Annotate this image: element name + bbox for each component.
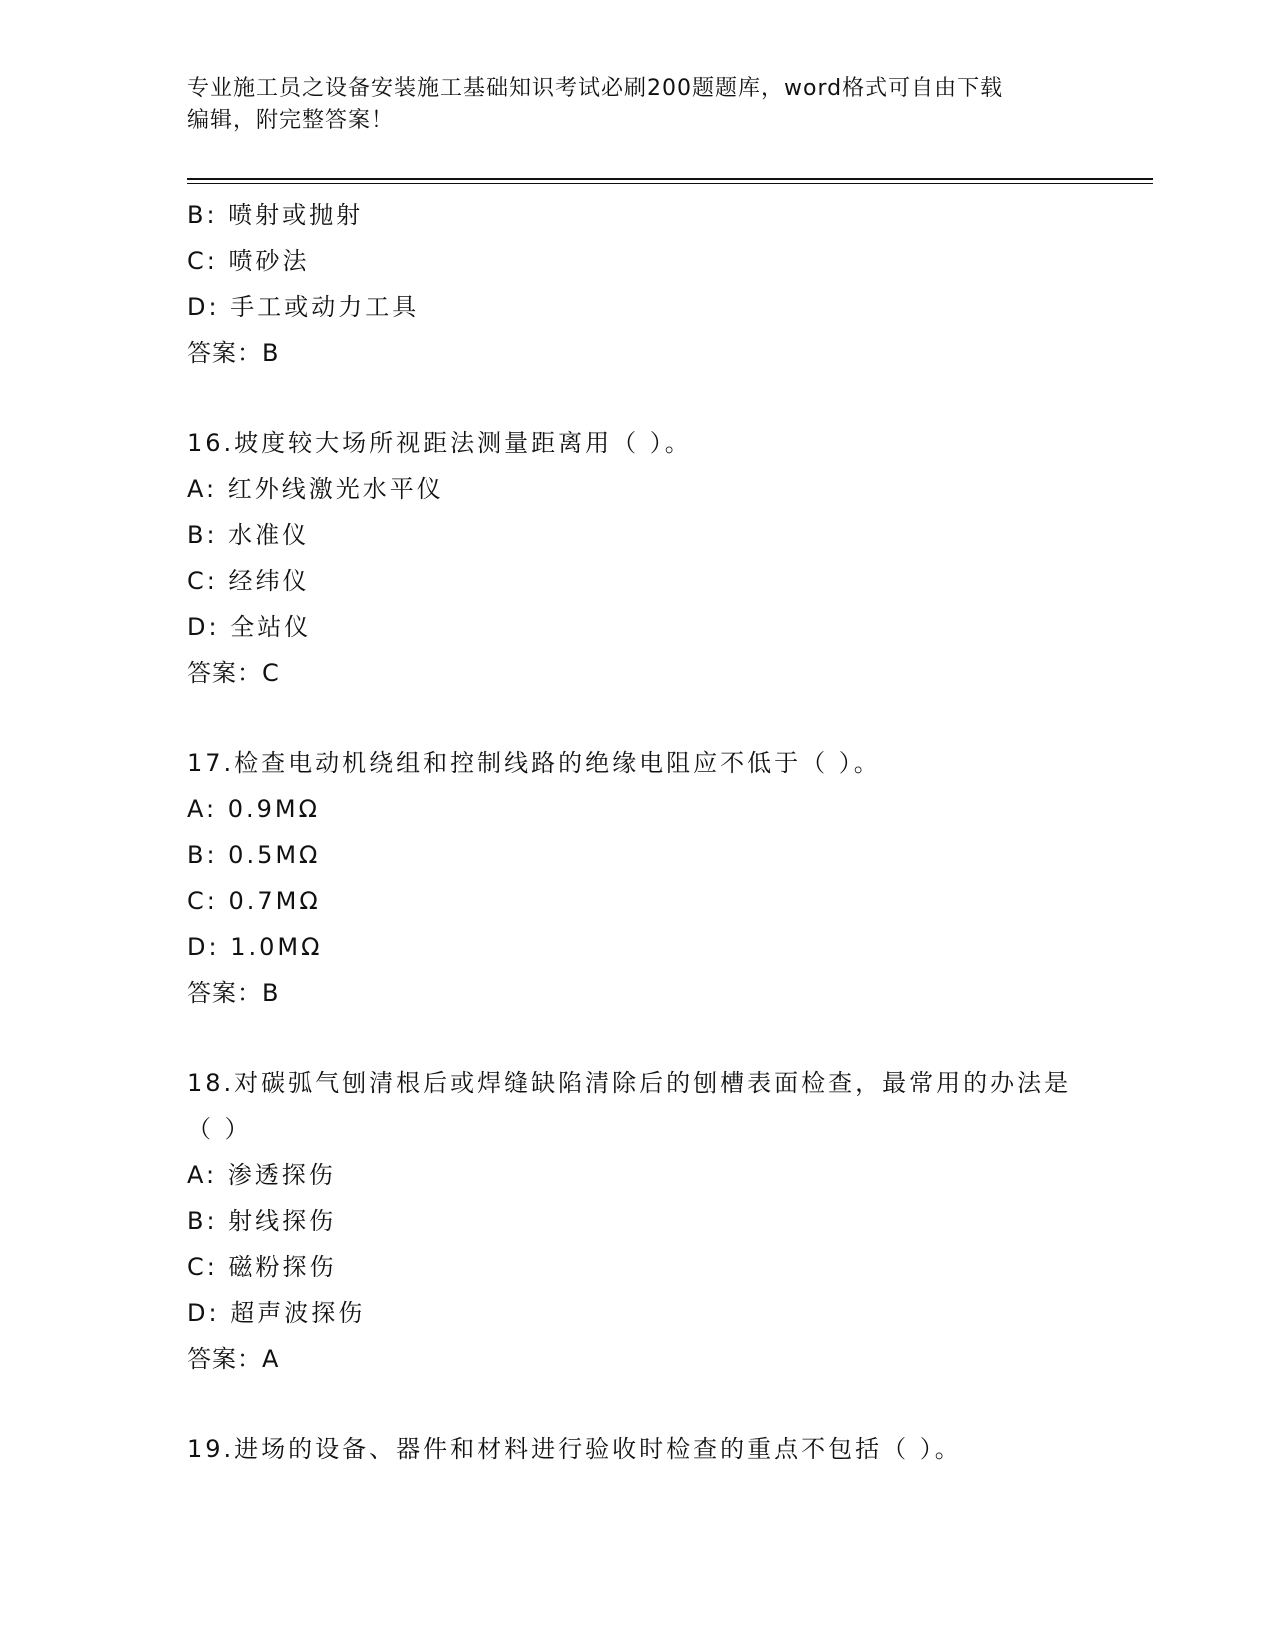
option-c: C: 磁粉探伤: [187, 1253, 337, 1281]
question-15-tail: [187, 192, 1087, 376]
question-text: 16.坡度较大场所视距法测量距离用（ ）。: [187, 429, 692, 457]
option-d: D: 手工或动力工具: [187, 293, 420, 321]
question-list: [187, 192, 1087, 1472]
option-b: B: 0.5MΩ: [187, 841, 321, 869]
answer: 答案：B: [187, 979, 280, 1007]
option-b: B: 喷射或抛射: [187, 201, 364, 229]
answer: 答案：A: [187, 1345, 280, 1373]
header-title-line1: 专业施工员之设备安装施工基础知识考试必刷200题题库，word格式可自由下载: [187, 76, 1004, 101]
header-rule-thick: [187, 178, 1153, 180]
answer: 答案：C: [187, 659, 280, 687]
header-title-line2: 编辑，附完整答案！: [187, 108, 395, 133]
option-d: D: 1.0MΩ: [187, 933, 323, 961]
option-a: A: 渗透探伤: [187, 1161, 336, 1189]
option-c: C: 喷砂法: [187, 247, 310, 275]
question-18: [187, 1060, 1087, 1382]
header-rule-thin: [187, 183, 1153, 184]
option-c: C: 0.7MΩ: [187, 887, 321, 915]
question-17: [187, 740, 1087, 1016]
option-b: B: 射线探伤: [187, 1207, 337, 1235]
option-a: A: 0.9MΩ: [187, 795, 320, 823]
answer: 答案：B: [187, 339, 280, 367]
question-19: [187, 1426, 1087, 1472]
option-d: D: 超声波探伤: [187, 1299, 366, 1327]
question-16: [187, 420, 1087, 696]
question-text: 18.对碳弧气刨清根后或焊缝缺陷清除后的刨槽表面检查，最常用的办法是（ ）: [187, 1069, 1072, 1143]
option-a: A: 红外线激光水平仪: [187, 475, 444, 503]
option-c: C: 经纬仪: [187, 567, 310, 595]
question-text: 19.进场的设备、器件和材料进行验收时检查的重点不包括（ ）。: [187, 1435, 962, 1463]
question-text: 17.检查电动机绕组和控制线路的绝缘电阻应不低于（ ）。: [187, 749, 881, 777]
option-d: D: 全站仪: [187, 613, 312, 641]
page-header: [187, 73, 1087, 137]
option-b: B: 水准仪: [187, 521, 310, 549]
